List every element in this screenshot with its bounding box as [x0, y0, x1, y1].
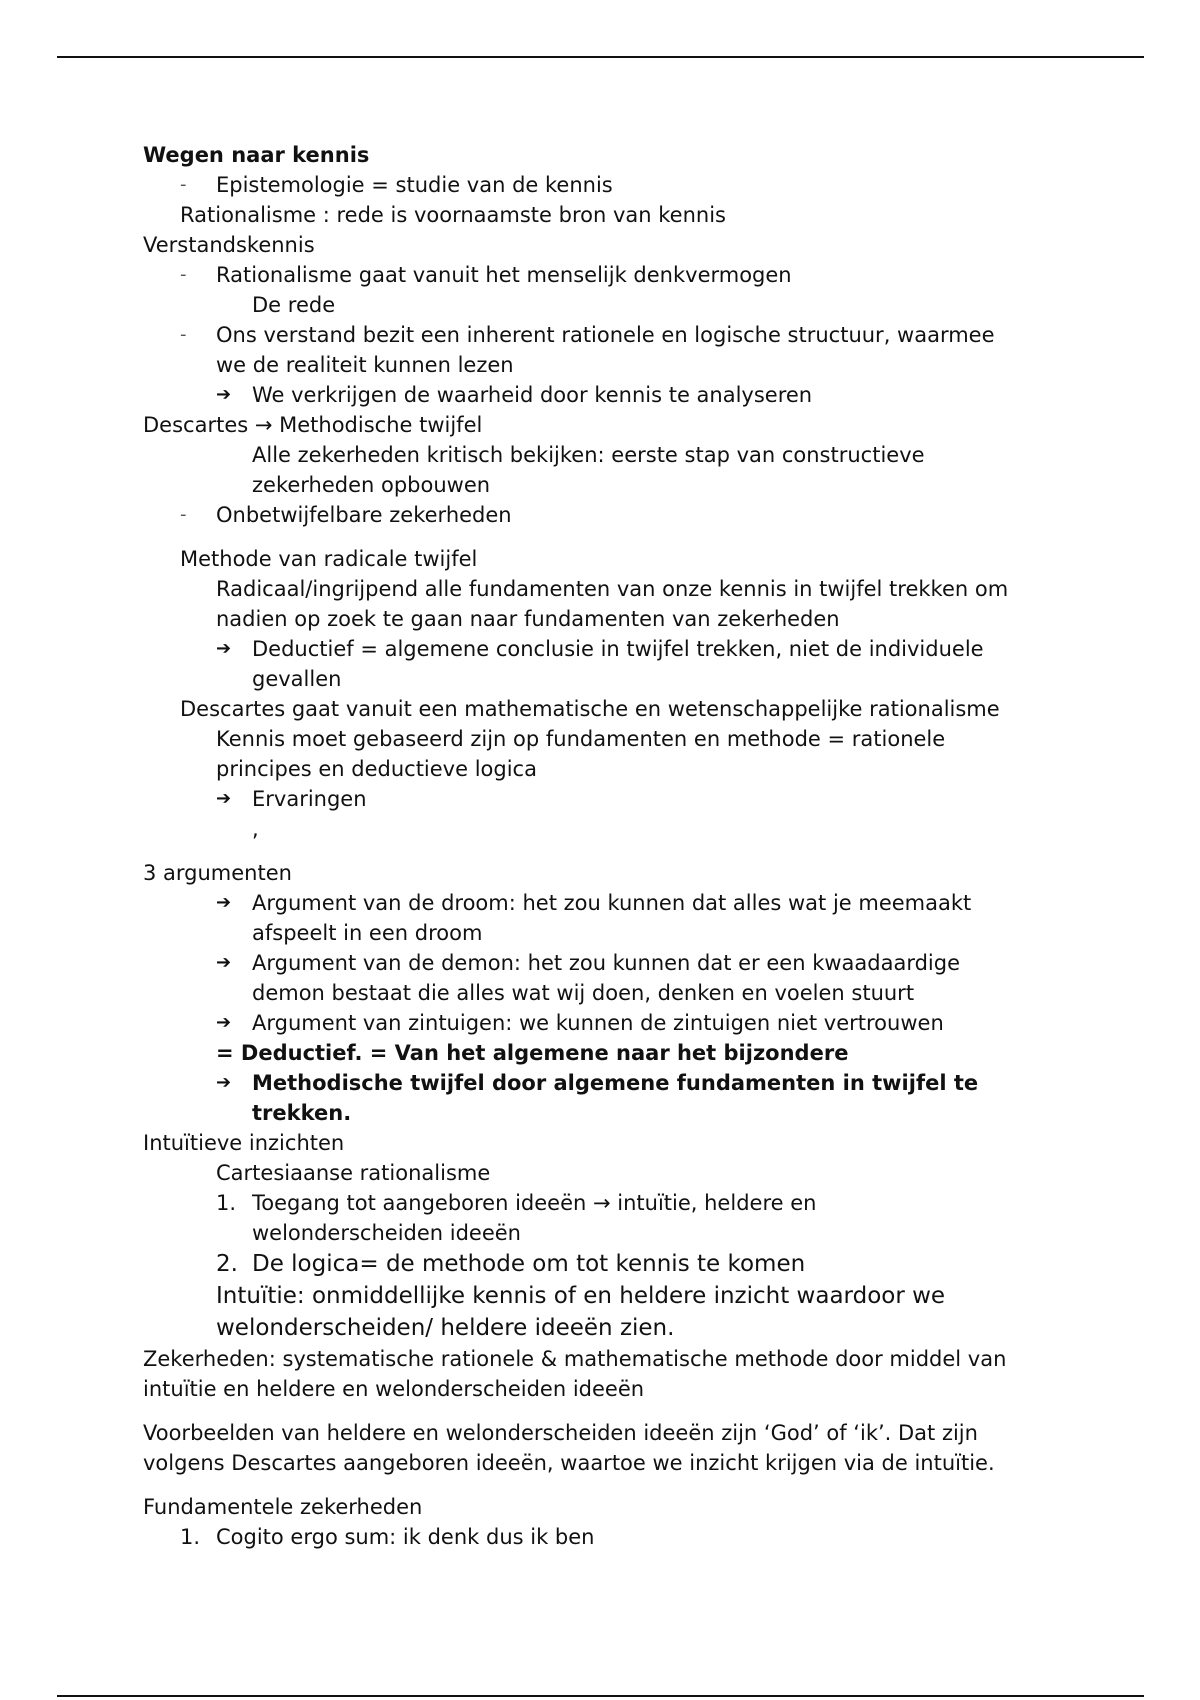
section-label: 3 argumenten [143, 861, 292, 885]
dash-marker: - [180, 504, 187, 525]
text-line: De rede [252, 293, 336, 317]
numbered-item: 1. Toegang tot aangeboren ideeën → intuïtie, heldere en [143, 1188, 1083, 1218]
text-line: Rationalisme : rede is voornaamste bron van kennis [180, 203, 726, 227]
arrow-item: ➔ Argument van de droom: het zou kunnen dat alles wat je meemaakt [143, 888, 1083, 918]
section-label: Fundamentele zekerheden [143, 1495, 423, 1519]
heading: Wegen naar kennis [143, 143, 370, 167]
bullet-item: - Onbetwijfelbare zekerheden [143, 500, 1083, 530]
text-line: zekerheden opbouwen [252, 473, 491, 497]
arrow-item: ➔ Deductief = algemene conclusie in twijfel trekken, niet de individuele [143, 634, 1083, 664]
dash-marker: - [180, 324, 187, 345]
text-line: welonderscheiden ideeën [252, 1221, 521, 1245]
text-line: afspeelt in een droom [252, 921, 483, 945]
arrow-item: ➔ Methodische twijfel door algemene fundamenten in twijfel te [143, 1068, 1083, 1098]
arrow-icon: ➔ [216, 384, 232, 405]
number-marker: 2. [216, 1251, 238, 1277]
text-line: Alle zekerheden kritisch bekijken: eerste stap van constructieve [252, 443, 925, 467]
header-rule [57, 56, 1144, 58]
text-line: Kennis moet gebaseerd zijn op fundamenten en methode = rationele [216, 727, 946, 751]
text-line: Zekerheden: systematische rationele & mathematische methode door middel van [143, 1347, 1007, 1371]
text-line: Cartesiaanse rationalisme [216, 1161, 491, 1185]
text-line: principes en deductieve logica [216, 757, 537, 781]
document-body [143, 140, 1083, 1552]
arrow-item: ➔ Ervaringen [143, 784, 1083, 814]
text-line: welonderscheiden/ heldere ideeën zien. [216, 1315, 675, 1341]
paragraph-line: Voorbeelden van heldere en welonderscheiden ideeën zijn ‘God’ of ‘ik’. Dat zijn [143, 1421, 978, 1445]
bullet-item: - Ons verstand bezit een inherent rationele en logische structuur, waarmee [143, 320, 1083, 350]
text-line: gevallen [252, 667, 342, 691]
text-line: we de realiteit kunnen lezen [216, 353, 514, 377]
bullet-item: - Epistemologie = studie van de kennis [143, 170, 1083, 200]
text-line: intuïtie en heldere en welonderscheiden ideeën [143, 1377, 645, 1401]
arrow-item: ➔ Argument van zintuigen: we kunnen de zintuigen niet vertrouwen [143, 1008, 1083, 1038]
bold-line: = Deductief. = Van het algemene naar het bijzondere [216, 1041, 849, 1065]
section-label: Intuïtieve inzichten [143, 1131, 345, 1155]
text-line: demon bestaat die alles wat wij doen, denken en voelen stuurt [252, 981, 915, 1005]
section-label: Descartes → Methodische twijfel [143, 413, 483, 437]
dash-marker: - [180, 174, 187, 195]
number-marker: 1. [216, 1191, 237, 1215]
footer-rule [57, 1695, 1144, 1697]
arrow-icon: ➔ [216, 638, 232, 659]
bullet-item: - Rationalisme gaat vanuit het menselijk denkvermogen [143, 260, 1083, 290]
arrow-icon: ➔ [216, 892, 232, 913]
paragraph-line: volgens Descartes aangeboren ideeën, waartoe we inzicht krijgen via de intuïtie. [143, 1451, 995, 1475]
number-marker: 1. [180, 1525, 201, 1549]
text-line: , [252, 817, 259, 841]
arrow-item: ➔ We verkrijgen de waarheid door kennis te analyseren [143, 380, 1083, 410]
text-line: nadien op zoek te gaan naar fundamenten van zekerheden [216, 607, 840, 631]
text-line: Methode van radicale twijfel [180, 547, 478, 571]
arrow-icon: ➔ [216, 788, 232, 809]
text-line: Intuïtie: onmiddellijke kennis of en heldere inzicht waardoor we [216, 1283, 946, 1309]
text-line: Descartes gaat vanuit een mathematische en wetenschappelijke rationalisme [180, 697, 1000, 721]
numbered-item: 2. De logica= de methode om tot kennis te komen [143, 1248, 1083, 1280]
bold-line: trekken. [252, 1101, 352, 1125]
section-label: Verstandskennis [143, 233, 315, 257]
arrow-icon: ➔ [216, 952, 232, 973]
arrow-item: ➔ Argument van de demon: het zou kunnen dat er een kwaadaardige [143, 948, 1083, 978]
text-line: Radicaal/ingrijpend alle fundamenten van onze kennis in twijfel trekken om [216, 577, 1009, 601]
dash-marker: - [180, 264, 187, 285]
arrow-icon: ➔ [216, 1012, 232, 1033]
numbered-item: 1. Cogito ergo sum: ik denk dus ik ben [143, 1522, 1083, 1552]
arrow-icon: ➔ [216, 1072, 232, 1093]
